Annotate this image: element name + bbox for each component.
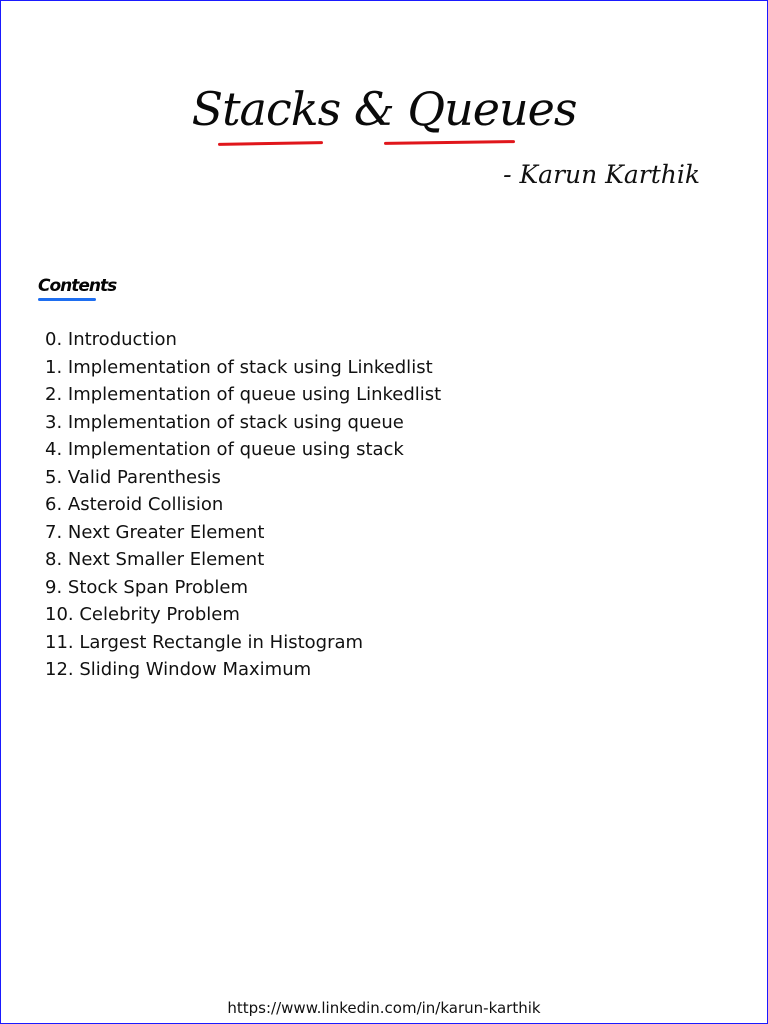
- toc-item: 7. Next Greater Element: [45, 521, 265, 543]
- document-title: Stacks & Queues: [191, 82, 577, 136]
- toc-item: 3. Implementation of stack using queue: [45, 411, 404, 433]
- table-of-contents: [45, 326, 441, 684]
- toc-item: 2. Implementation of queue using Linkedlist: [45, 384, 442, 405]
- toc-item: 11. Largest Rectangle in Histogram: [45, 631, 364, 653]
- toc-item: 0. Introduction: [45, 329, 177, 350]
- toc-item: 6. Asteroid Collision: [45, 494, 224, 515]
- toc-item: 10. Celebrity Problem: [45, 604, 240, 625]
- author-signature: - Karun Karthik: [503, 160, 700, 189]
- title-underline-left: [218, 141, 323, 146]
- toc-item: 8. Next Smaller Element: [45, 549, 265, 570]
- toc-item: 1. Implementation of stack using Linkedlist: [45, 356, 433, 378]
- toc-item: 9. Stock Span Problem: [45, 576, 249, 598]
- title-underline-right: [384, 140, 515, 145]
- toc-item: 5. Valid Parenthesis: [45, 466, 221, 488]
- toc-item: 12. Sliding Window Maximum: [45, 659, 312, 680]
- toc-item: 4. Implementation of queue using stack: [45, 439, 404, 460]
- contents-heading: Contents: [38, 276, 117, 296]
- contents-underline: [38, 298, 96, 301]
- footer-link[interactable]: https://www.linkedin.com/in/karun-karthik: [227, 999, 541, 1017]
